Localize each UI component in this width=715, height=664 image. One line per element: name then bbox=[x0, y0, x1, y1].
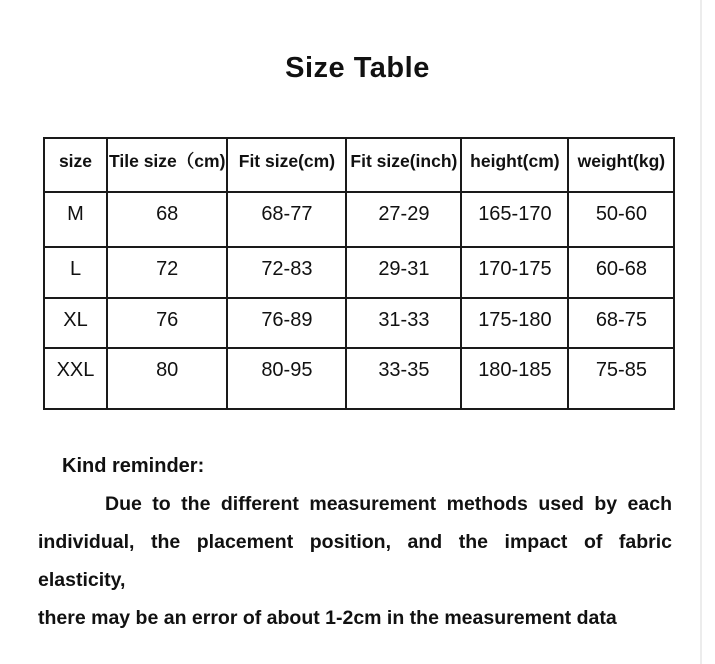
table-row-l bbox=[44, 247, 674, 298]
table-cell: 165-170 bbox=[461, 192, 568, 247]
table-row-xl bbox=[44, 298, 674, 348]
table-cell: XL bbox=[44, 298, 107, 348]
table-cell: 170-175 bbox=[461, 247, 568, 298]
table-cell: 31-33 bbox=[346, 298, 461, 348]
header-cell-height-cm: height(cm) bbox=[461, 138, 568, 192]
table-cell: 33-35 bbox=[346, 348, 461, 409]
size-table bbox=[43, 137, 675, 410]
reminder-line-1: Due to the different measurement methods used by each bbox=[105, 493, 672, 515]
table-cell: 68-75 bbox=[568, 298, 674, 348]
table-cell: 60-68 bbox=[568, 247, 674, 298]
table-cell: 75-85 bbox=[568, 348, 674, 409]
table-cell: 27-29 bbox=[346, 192, 461, 247]
header-cell-fit-size-cm: Fit size(cm) bbox=[227, 138, 346, 192]
table-cell: XXL bbox=[44, 348, 107, 409]
table-row-xxl bbox=[44, 348, 674, 409]
size-table-header-row bbox=[44, 138, 674, 192]
table-cell: 29-31 bbox=[346, 247, 461, 298]
table-cell: 80 bbox=[107, 348, 227, 409]
table-row-m bbox=[44, 192, 674, 247]
reminder-line-2: individual, the placement position, and the impact of fabric elasticity, bbox=[38, 531, 672, 591]
table-cell: L bbox=[44, 247, 107, 298]
table-cell: 76 bbox=[107, 298, 227, 348]
table-cell: 175-180 bbox=[461, 298, 568, 348]
table-cell: 76-89 bbox=[227, 298, 346, 348]
kind-reminder-heading: Kind reminder: bbox=[62, 455, 205, 477]
reminder-line-3: there may be an error of about 1-2cm in the measurement data bbox=[38, 607, 617, 629]
table-cell: 68-77 bbox=[227, 192, 346, 247]
page-title: Size Table bbox=[285, 52, 430, 84]
table-cell: 180-185 bbox=[461, 348, 568, 409]
table-cell: 72 bbox=[107, 247, 227, 298]
right-edge-divider bbox=[700, 0, 702, 664]
header-cell-weight-kg: weight(kg) bbox=[568, 138, 674, 192]
kind-reminder-text bbox=[38, 485, 672, 637]
table-cell: 80-95 bbox=[227, 348, 346, 409]
header-cell-fit-size-inch: Fit size(inch) bbox=[346, 138, 461, 192]
header-cell-size: size bbox=[44, 138, 107, 192]
kind-reminder-section bbox=[38, 447, 672, 637]
table-cell: 72-83 bbox=[227, 247, 346, 298]
table-cell: 68 bbox=[107, 192, 227, 247]
header-cell-tile-size-cm: Tile size（cm) bbox=[107, 138, 227, 192]
table-cell: 50-60 bbox=[568, 192, 674, 247]
table-cell: M bbox=[44, 192, 107, 247]
